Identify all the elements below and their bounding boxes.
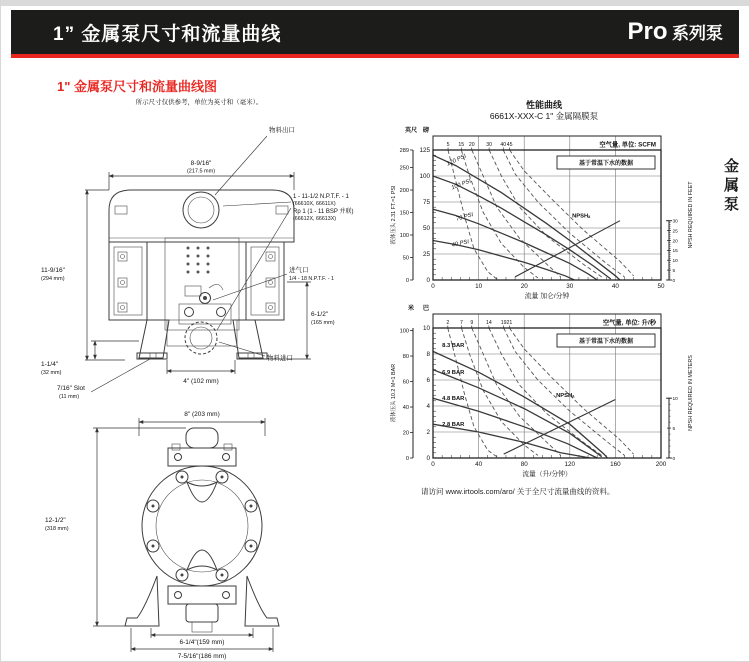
svg-text:200: 200: [399, 188, 409, 195]
charts-subtitle: 6661X-XXX-C 1" 金属隔膜泵: [489, 111, 599, 121]
charts-heading: 性能曲线: [525, 100, 562, 110]
svg-text:40: 40: [475, 461, 483, 468]
svg-text:0: 0: [431, 461, 435, 468]
front-height-in: 11-9/16": [41, 267, 65, 274]
side-height-in: 12-1/2": [45, 517, 66, 524]
svg-text:40: 40: [611, 283, 619, 290]
svg-text:45: 45: [506, 142, 513, 148]
svg-text:基于常温下水的数据: 基于常温下水的数据: [578, 161, 634, 167]
svg-text:7: 7: [460, 320, 463, 326]
inlet-callout: 物料进口: [267, 355, 293, 362]
svg-text:20: 20: [402, 430, 409, 437]
front-foot-mm: (32 mm): [41, 370, 62, 376]
svg-text:2.8 BAR: 2.8 BAR: [442, 422, 465, 429]
svg-text:40 PSI: 40 PSI: [451, 239, 470, 249]
svg-text:0: 0: [672, 278, 676, 284]
svg-text:8.3 BAR: 8.3 BAR: [442, 342, 465, 349]
svg-text:6.9 BAR: 6.9 BAR: [442, 370, 465, 377]
svg-text:0: 0: [405, 456, 409, 462]
svg-text:50: 50: [657, 283, 665, 290]
thread-line1: 1 - 11-1/2 N.P.T.F. - 1: [293, 194, 349, 200]
page-top-strip: [1, 0, 750, 6]
svg-text:40: 40: [500, 142, 507, 148]
svg-text:英尺: 英尺: [404, 127, 418, 134]
svg-text:6: 6: [426, 377, 430, 384]
thread-line4: (66612X, 66613X): [293, 216, 336, 222]
svg-text:NPSHₐ: NPSHₐ: [572, 213, 591, 220]
svg-text:30: 30: [672, 219, 678, 225]
svg-text:200: 200: [655, 461, 667, 468]
svg-text:100: 100: [419, 173, 430, 180]
front-width-mm: (217.5 mm): [186, 168, 216, 175]
svg-text:0: 0: [426, 455, 430, 462]
side-base-width: 7-5/16"(186 mm): [177, 653, 227, 660]
svg-text:磅: 磅: [422, 127, 429, 134]
svg-text:4.8 BAR: 4.8 BAR: [442, 396, 465, 403]
svg-text:液体压头 10.2 M=1 BAR: 液体压头 10.2 M=1 BAR: [391, 363, 397, 423]
svg-text:21: 21: [506, 320, 513, 326]
front-inlet-width: 4" (102 mm): [183, 378, 219, 385]
thread-line2: (66610X, 66611X): [293, 201, 336, 207]
dimension-note: 所示尺寸仅供参考，单位为英寸和（毫米）。: [135, 99, 263, 106]
svg-text:10: 10: [672, 259, 678, 265]
svg-text:米: 米: [407, 305, 415, 312]
svg-text:100: 100: [399, 233, 409, 240]
air-inlet-callout: 进气口: [289, 267, 309, 274]
svg-text:10: 10: [422, 325, 430, 332]
pump-dimension-drawing: [39, 92, 379, 662]
air-inlet-thread: 1/4 - 18 N.P.T.F. - 1: [289, 276, 334, 282]
svg-text:空气量, 单位: 升/秒: 空气量, 单位: 升/秒: [602, 319, 656, 327]
svg-text:25: 25: [672, 229, 678, 235]
svg-text:巴: 巴: [422, 305, 429, 312]
side-width: 8" (203 mm): [184, 411, 220, 418]
svg-text:0: 0: [672, 456, 676, 462]
svg-text:100: 100: [399, 328, 409, 335]
front-right-in: 6-1/2": [311, 311, 329, 318]
svg-text:空气量, 单位: SCFM: 空气量, 单位: SCFM: [599, 141, 656, 149]
svg-text:NPSH REQUIRED IN FEET: NPSH REQUIRED IN FEET: [688, 181, 694, 249]
svg-text:25: 25: [422, 251, 430, 258]
svg-text:30: 30: [566, 283, 574, 290]
series-brand: [628, 18, 723, 46]
svg-text:250: 250: [399, 165, 409, 172]
side-height-mm: (318 mm): [45, 526, 69, 532]
thread-line3: Rp 1 (1 - 11 BSP 并联): [293, 209, 354, 215]
svg-text:NPSHₐ: NPSHₐ: [556, 392, 575, 399]
svg-text:289: 289: [399, 148, 409, 154]
svg-text:80: 80: [520, 461, 528, 468]
front-foot-in: 1-1/4": [41, 361, 59, 368]
svg-text:0: 0: [431, 283, 435, 290]
svg-text:30: 30: [486, 142, 492, 148]
page-header-bar: [11, 10, 739, 54]
svg-text:150: 150: [399, 210, 409, 217]
svg-text:0: 0: [405, 278, 409, 284]
brand-suffix: 系列泵: [672, 24, 723, 43]
svg-text:液体压头 2.31 FT.=1 PSI: 液体压头 2.31 FT.=1 PSI: [391, 185, 397, 245]
side-tab-metal-pump: 金属泵: [722, 158, 739, 215]
svg-text:50: 50: [402, 255, 409, 262]
pump-front-view-drawing: [41, 125, 353, 400]
svg-text:60: 60: [402, 379, 409, 386]
svg-text:120: 120: [564, 461, 576, 468]
charts-footnote: 请访问 www.irtools.com/aro/ 关于全尺寸流量曲线的资料。: [421, 487, 615, 496]
svg-text:70 PSI: 70 PSI: [455, 212, 474, 223]
svg-text:80: 80: [402, 354, 409, 361]
svg-text:15: 15: [458, 142, 465, 148]
svg-text:10: 10: [475, 283, 483, 290]
svg-text:75: 75: [422, 199, 430, 206]
svg-text:0: 0: [426, 277, 430, 284]
header-accent-line: [11, 54, 739, 58]
svg-text:流量 加仑/分钟: 流量 加仑/分钟: [524, 293, 570, 300]
svg-text:10: 10: [672, 397, 678, 402]
svg-text:125: 125: [419, 147, 430, 154]
svg-text:50: 50: [422, 225, 430, 232]
svg-text:20: 20: [468, 142, 475, 148]
svg-text:160: 160: [610, 461, 621, 468]
front-slot-in: 7/16" Slot: [57, 385, 85, 392]
svg-text:9: 9: [470, 320, 474, 326]
front-height-mm: (294 mm): [41, 276, 65, 282]
svg-text:5: 5: [672, 426, 676, 432]
outlet-callout: 物料出口: [269, 127, 295, 134]
svg-text:流量（升/分钟）: 流量（升/分钟）: [522, 471, 572, 478]
svg-text:100 PSI: 100 PSI: [450, 178, 473, 192]
svg-text:5: 5: [672, 268, 676, 274]
svg-text:5: 5: [446, 142, 450, 148]
side-bolt-span: 6-1/4"(159 mm): [179, 639, 225, 646]
flange-bolts: [147, 471, 257, 581]
svg-text:8: 8: [426, 351, 430, 358]
svg-text:19: 19: [500, 320, 507, 326]
svg-text:40: 40: [402, 405, 409, 412]
svg-text:20: 20: [520, 283, 528, 290]
section-subtitle: 1" 金属泵尺寸和流量曲线图: [57, 79, 218, 94]
svg-text:基于常温下水的数据: 基于常温下水的数据: [578, 339, 634, 345]
flow-curve-chart-metric: [389, 300, 699, 478]
front-width-in: 8-9/16": [190, 160, 212, 167]
svg-text:4: 4: [426, 403, 430, 410]
brand-pro: Pro: [627, 18, 668, 45]
svg-text:2: 2: [426, 429, 430, 436]
front-slot-mm: (11 mm): [59, 394, 80, 400]
flow-curve-chart-imperial: [389, 122, 699, 300]
svg-text:NPSH REQUIRED IN METERS: NPSH REQUIRED IN METERS: [688, 355, 694, 431]
pump-side-view-drawing: [45, 411, 279, 660]
svg-text:2: 2: [446, 320, 450, 326]
svg-text:15: 15: [672, 249, 678, 255]
page-title: 1” 金属泵尺寸和流量曲线: [53, 23, 282, 45]
svg-text:14: 14: [485, 320, 492, 326]
front-right-mm: (165 mm): [311, 320, 335, 326]
svg-text:120 PSI: 120 PSI: [445, 153, 468, 168]
muffler-dots: [187, 247, 210, 274]
svg-text:20: 20: [672, 239, 678, 245]
